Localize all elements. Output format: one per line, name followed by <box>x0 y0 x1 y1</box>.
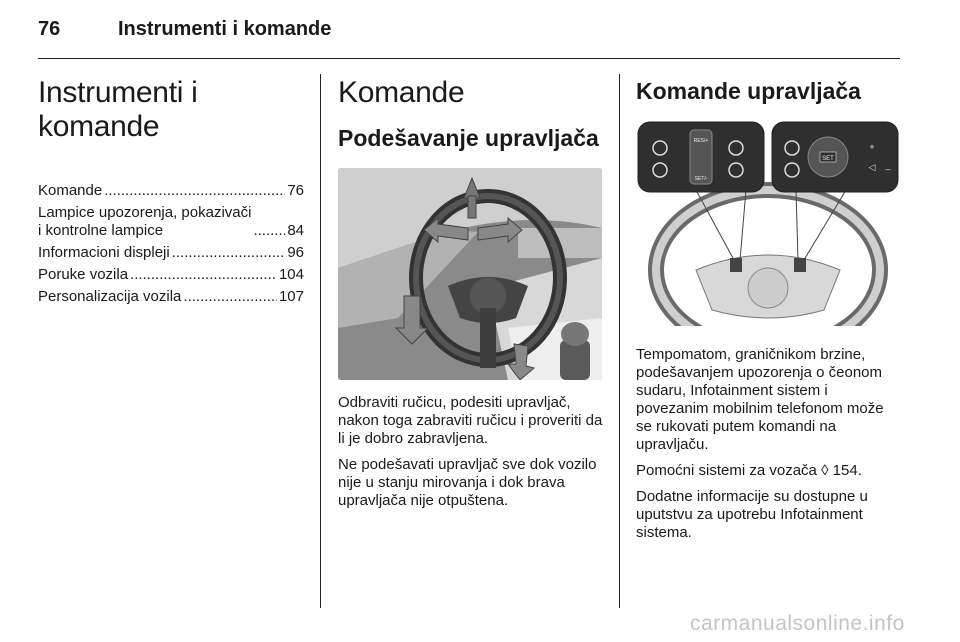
toc-leader <box>253 222 285 240</box>
toc-leader <box>104 182 285 200</box>
subsection-title: Podešavanje upravljača <box>338 125 599 151</box>
toc-entry-komande[interactable] <box>38 182 304 200</box>
toc-page: 76 <box>287 182 304 199</box>
toc-entry-poruke[interactable] <box>38 266 304 284</box>
chapter-column <box>38 76 304 310</box>
toc-entry-personalizacija[interactable] <box>38 288 304 306</box>
toc-page: 84 <box>287 222 304 239</box>
steering-adjust-text <box>338 394 604 510</box>
section-title: Komande <box>338 76 465 109</box>
set-center-label: SET <box>822 156 834 162</box>
column-divider-1 <box>320 74 321 608</box>
cross-reference <box>636 462 902 480</box>
toc-label: Komande <box>38 182 103 199</box>
set-button-label: SET/- <box>694 176 708 182</box>
toc-page: 96 <box>287 244 304 261</box>
toc-label: Personalizacija vozila <box>38 288 182 305</box>
steering-controls-text <box>636 346 902 542</box>
paragraph: Tempomatom, graničnikom brzine, podešavanjem upozorenja o čeonom sudaru, Infotainment sistem i povezanim mobilnim telefonom može se rukovati putem komandi na upravljaču. <box>636 346 884 453</box>
reference-text: Pomoćni sistemi za vozača <box>636 462 817 479</box>
header-rule <box>38 58 900 59</box>
steering-controls-diagram <box>636 120 900 326</box>
paragraph: Ne podešavati upravljač sve dok vozilo nije u stanju mirovanja i dok brava upravljača nije otpuštena. <box>338 456 597 509</box>
page-reference-icon: ◊ <box>821 462 829 479</box>
paragraph: Odbraviti ručicu, podesiti upravljač, nakon toga zabraviti ručicu i proveriti da li je dobro zabravljena. <box>338 394 603 447</box>
running-header-title: Instrumenti i komande <box>118 18 332 40</box>
toc-entry-lampice[interactable] <box>38 204 304 240</box>
steering-controls-column <box>636 76 902 550</box>
toc-entry-displeji[interactable] <box>38 244 304 262</box>
mode-icon: ◁ <box>868 162 876 172</box>
toc-leader <box>130 266 277 284</box>
section-title: Komande upravljača <box>636 78 861 104</box>
page-number: 76 <box>38 18 61 40</box>
steering-adjust-column <box>338 76 604 518</box>
toc-leader <box>172 244 286 262</box>
res-button-label: RES/+ <box>693 138 709 144</box>
steering-adjustment-illustration <box>338 168 602 380</box>
toc-label: Lampice upozorenja, pokazivači i kontrolne lampice <box>38 204 252 239</box>
chapter-title: Instrumenti i komande <box>38 76 198 143</box>
steering-wheel-illustration <box>338 168 602 380</box>
toc-leader <box>183 288 277 306</box>
column-divider-2 <box>619 74 620 608</box>
toc-label: Poruke vozila <box>38 266 129 283</box>
table-of-contents <box>38 182 304 306</box>
minus-icon: – <box>885 164 891 174</box>
plus-icon: + <box>869 142 875 152</box>
watermark: carmanualsonline.info <box>690 612 905 635</box>
steering-controls-illustration <box>636 120 900 326</box>
toc-page: 107 <box>278 288 304 305</box>
toc-page: 104 <box>278 266 304 283</box>
paragraph: Dodatne informacije su dostupne u uputstvu za upotrebu Infotainment sistema. <box>636 488 868 541</box>
page-reference-number[interactable]: 154. <box>832 462 862 479</box>
toc-label: Informacioni displeji <box>38 244 170 261</box>
